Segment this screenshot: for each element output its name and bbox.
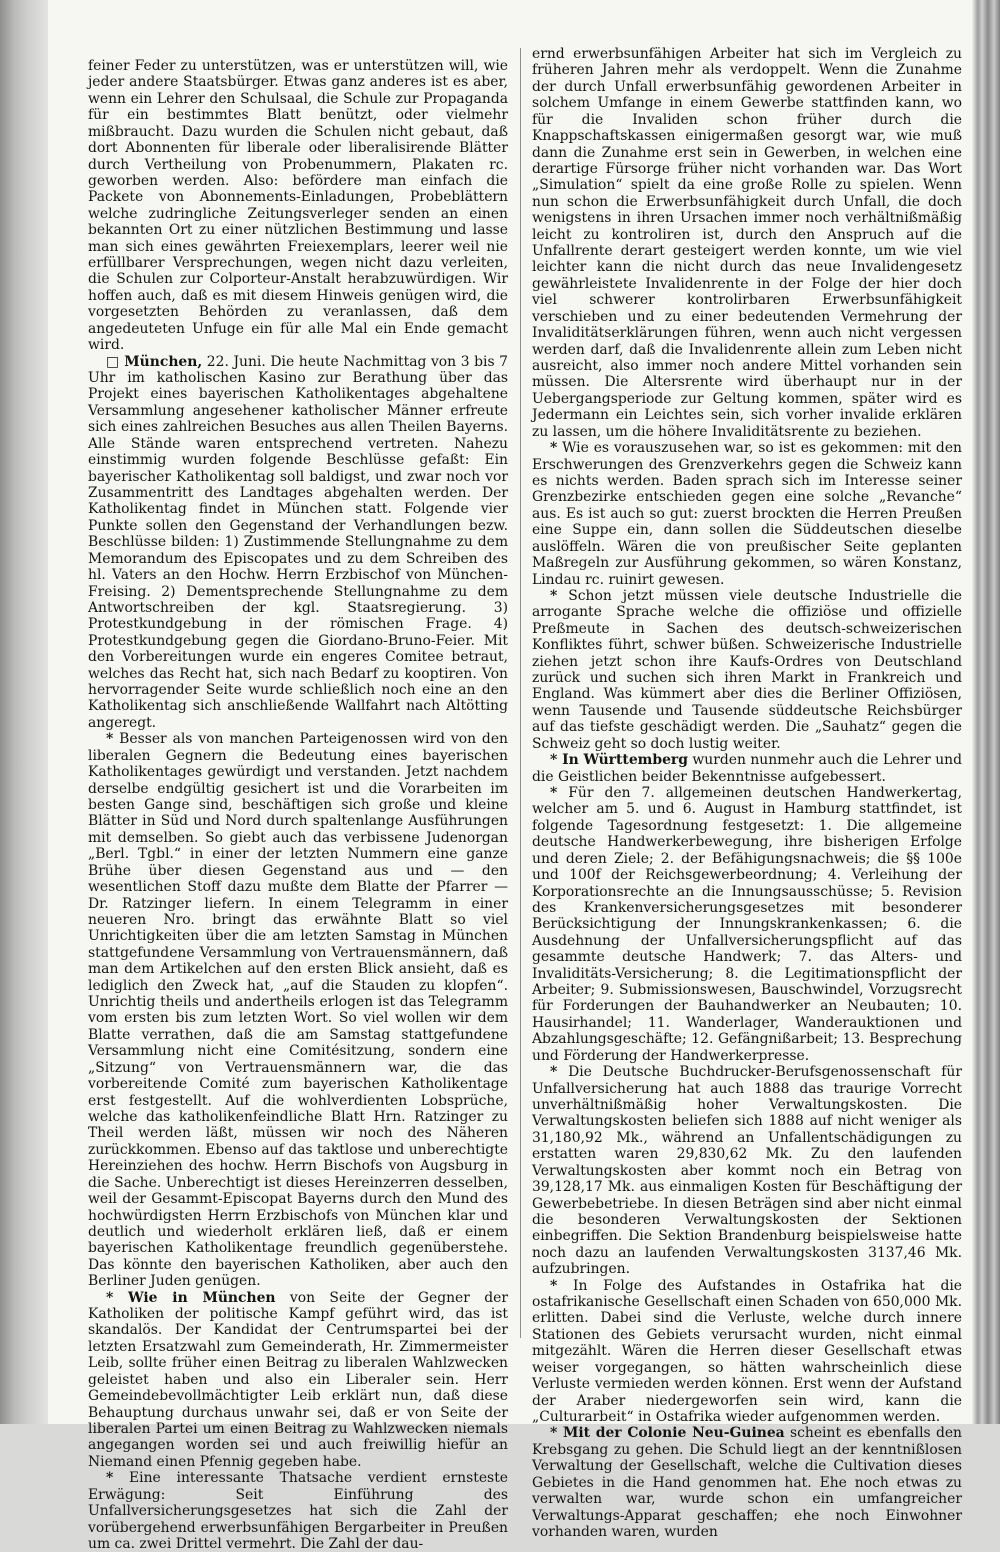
paragraph-lead: * Mit der Colonie Neu-Guinea [550,1425,785,1442]
paragraph-lead: □ München, [106,353,203,370]
paragraph-lead: * [550,587,558,604]
paragraph: * Eine interessante Thatsache verdient ernsteste Erwägung: Seit Einführung des Unfallversicherungsgesetzes hat sich die Zahl der vorübergehend erwerbsunfähigen Bergarbeiter in Preußen um ca. zwei Drittel vermehrt. Die Zahl der dau- [88,1470,508,1552]
column-divider [520,48,521,1338]
newspaper-page [48,0,972,1552]
paragraph: * Wie in München von Seite der Gegner der Katholiken der politische Kampf geführt wird, das ist skandalös. Der Kandidat der Centrumspartei bei der letzten Ersatzwahl zum Gemeinderath, Hr. Zimmermeister Leib, sollte früher einen Beitrag zu liberalen Wahlzwecken geleistet haben und also ein Liberaler sein. Herr Gemeindebevollmächtigter Leib erklärt nun, daß diese Behauptung durchaus unwahr sei, daß er von Seite der liberalen Partei um einen Beitrag zu Wahlzwecken niemals angegangen worden sei und auch freiwillig hiefür an Niemand einen Pfennig gegeben habe. [88,1289,509,1470]
paragraph: ernd erwerbsunfähigen Arbeiter hat sich im Vergleich zu früheren Jahren mehr als verdoppelt. Wenn die Zunahme der durch Unfall erwerbsunfähig gewordenen Arbeiter in solchem Umfange in einem Gewerbe stattfinden kann, wo für die Invaliden schon früher durch die Knappschaftskassen einigermaßen gesorgt war, wie muß dann die Zunahme erst sein in Gewerben, in welchen eine derartige Fürsorge früher nicht vorhanden war. Das Wort „Simulation“ spielt da eine große Rolle zu spielen. Wenn nun schon die Erwerbsunfähigkeit durch Unfall, die doch wenigstens in ihren Ursachen immer noch verhältnißmäßig leicht zu kontroliren ist, durch den Anspruch auf die Unfallrente derart gesteigert werden konnte, um wie viel leichter kann die nicht durch das neue Invalidengesetz gewährleistete Invalidenrente in der Folge der hier doch viel schwerer kontrolirbaren Erwerbsunfähigkeit verschieben und zu einer bedeutenden Vermehrung der Invaliditätserklärungen führen, wenn auch nicht vergessen werden darf, daß die Invalidenrente allein zum Leben nicht ausreicht, also immer noch andere Mittel vorhanden sein müssen. Die Altersrente wird überhaupt nur in der Uebergangsperiode zur Geltung kommen, später wird es Jedermann ein Leichtes sein, sich vorher invalide erklären zu lassen, um die höhere Invaliditätsrente zu beziehen. [532,46,962,440]
page-edge-shadow [972,0,1000,1424]
paragraph: * In Württemberg wurden nunmehr auch die Lehrer und die Geistlichen beider Bekenntnisse aufgebessert. [532,752,962,785]
paragraph: feiner Feder zu unterstützen, was er unterstützen will, wie jeder andere Staatsbürger. Etwas ganz anderes ist es aber, wenn ein Lehrer den Schulsaal, die Schule zur Propaganda für ein bestimmtes Blatt benützt, oder vielmehr mißbraucht. Dazu wurden die Schulen nicht gebaut, daß dort Abonnenten für liberale oder liberalisirende Blätter durch Vertheilung von Probenummern, Plakaten rc. geworben werden. Also: befördere man einfach die Packete von Abonnements-Einladungen, Probeblättern welche zudringliche Zeitungsverleger senden an einen bekannten Ort zu einer nützlichen Bestimmung und lasse man sich eines gewährten Freiexemplars, leerer weil nie erfüllbarer Versprechungen, wegen nicht dazu verleiten, die Schulen zur Colporteur-Anstalt herabzuwürdigen. Wir hoffen auch, daß es mit diesem Hinweis genügen wird, die vorgesetzten Behörden zu veranlassen, daß dem angedeuteten Unfuge ein für alle Mal ein Ende gemacht wird. [88,58,508,354]
paragraph-lead: * [106,1470,114,1487]
paragraph: * In Folge des Aufstandes in Ostafrika hat die ostafrikanische Gesellschaft einen Schaden von 650,000 Mk. erlitten. Dabei sind die Verluste, welche durch innere Stationen des Gebiets verursacht wurden, nicht einmal mitgezählt. Wären die Herren dieser Gesellschaft etwas weiser vorgegangen, so hätten wahrscheinlich diese Verluste vermieden werden können. Erst wenn der Aufstand der Araber niedergeworfen sein wird, kann die „Culturarbeit“ in Ostafrika wieder aufgenommen werden. [532,1277,963,1426]
paragraph: * Besser als von manchen Parteigenossen wird von den liberalen Gegnern die Bedeutung eines bayerischen Katholikentages gewürdigt und verstanden. Jetzt nachdem derselbe endgültig gesichert ist und die Vorarbeiten im besten Gange sind, beschäftigen sich große und kleine Blätter in Süd und Nord durch spaltenlange Ausführungen mit demselben. So giebt auch das verbissene Judenorgan „Berl. Tgbl.“ in einer der letzten Nummern eine ganze Brühe über diesen Gegenstand aus und — den wesentlichen Stoff dazu mußte dem Blatte der Pfarrer — Dr. Ratzinger liefern. In einem Telegramm in einer neueren Nro. bringt das erwähnte Blatt so viel Unrichtigkeiten über die am letzten Samstag in München stattgefundene Versammlung von Vertrauensmännern, daß man dem Artikelchen auf den ersten Blick ansieht, daß es lediglich den Zweck hat, „auf die Stauden zu klopfen“. Unrichtig theils und andertheils erlogen ist das Telegramm vom ersten bis zum letzten Wort. So viel wollen wir dem Blatte verrathen, daß die am Samstag stattgefundene Versammlung nicht eine Comitésitzung, sondern eine „Sitzung“ von Vertrauensmännern war, die das vorbereitende Comité zum bayerischen Katholikentage erst festgestellt. Auf die wohlverdienten Lobsprüche, welche das katholikenfeindliche Blatt Hrn. Ratzinger zu Theil werden läßt, müssen wir noch des Näheren zurückkommen. Ebenso auf das taktlose und unberechtigte Hereinziehen des hochw. Herrn Bischofs von Augsburg in die Sache. Unberechtigt ist dieses Hereinzerren desselben, weil der Gesammt-Episcopat Bayerns durch den Mund des hochwürdigsten Herrn Erzbischofs von München klar und deutlich und wiederholt erklären ließ, daß er einem bayerischen Katholikentage freundlich gegenüberstehe. Das könnte den bayerischen Katholiken, aber auch den Berliner Juden genügen. [88,731,508,1290]
right-column [532,46,962,1540]
paragraph: * Wie es vorauszusehen war, so ist es gekommen: mit den Erschwerungen des Grenzverkehrs gegen die Schweiz kann es nichts werden. Baden sprach sich im Interesse seiner Grenzbezirke entschieden gegen eine solche „Revanche“ aus. Es ist auch so gut: zuerst brockten die Herren Preußen eine Suppe ein, dann sollen die Süddeutschen dieselbe auslöffeln. Wären die von preußischer Seite geplanten Maßregeln zur Ausführung gekommen, so wären Konstanz, Lindau rc. ruinirt gewesen. [532,440,962,588]
paragraph-lead: * In Württemberg [550,752,688,769]
paragraph: * Schon jetzt müssen viele deutsche Industrielle die arrogante Sprache welche die offiziöse und offizielle Preßmeute in Sachen des deutsch-schweizerischen Konfliktes führt, schwer büßen. Schweizerische Industrielle ziehen jetzt schon ihre Kaufs-Ordres von Deutschland zurück und suchen sich ihren Markt in Frankreich und England. Was kümmert aber dies die Berliner Offiziösen, wenn Tausende und Tausende süddeutsche Reichsbürger auf das tiefste geschädigt werden. Die „Sauhatz“ gegen die Schweiz geht so doch lustig weiter. [532,587,962,752]
paragraph-lead: * [106,731,114,748]
paragraph-lead: * [550,440,558,457]
book-binding-shadow [0,0,48,1424]
paragraph-lead: * [550,784,558,801]
paragraph-lead: * [550,1277,558,1294]
paragraph-lead: * Wie in München [106,1289,276,1306]
left-column [88,58,508,1552]
paragraph: * Mit der Colonie Neu-Guinea scheint es ebenfalls den Krebsgang zu gehen. Die Schuld liegt an der kenntnißlosen Verwaltung der Gesellschaft, welche die Cultivation dieses Gebietes in die Hand genommen hat. Ehe noch etwas zu verwalten war, wurde schon ein umfangreicher Verwaltungs-Apparat geschaffen; ehe noch Einwohner vorhanden waren, wurden [532,1425,963,1540]
paragraph: * Die Deutsche Buchdrucker-Berufsgenossenschaft für Unfallversicherung hat auch 1888 das traurige Vorrecht unverhältnißmäßig hoher Verwaltungskosten. Die Verwaltungskosten beliefen sich 1888 auf nicht weniger als 31,180,92 Mk., während an Unfallentschädigungen zu erstatten waren 29,830,62 Mk. Zu den laufenden Verwaltungskosten aber kommt noch ein Betrag von 39,128,17 Mk. aus einmaligen Kosten für Beschäftigung der Gewerbebetriebe. In diesen Beträgen sind aber nicht einmal die besonderen Verwaltungskosten der Sektionen einbegriffen. Die Sektion Brandenburg beispielsweise hatte noch dazu an laufenden Verwaltungskosten 3137,46 Mk. aufzubringen. [532,1064,962,1278]
paragraph: □ München, 22. Juni. Die heute Nachmittag von 3 bis 7 Uhr im katholischen Kasino zur Berathung über das Projekt eines bayerischen Katholikentages abgehaltene Versammlung angesehener katholischer Männer erfreute sich eines zahlreichen Besuches aus allen Theilen Bayerns. Alle Stände waren entsprechend vertreten. Nahezu einstimmig wurden folgende Beschlüsse gefaßt: Ein bayerischer Katholikentag soll baldigst, und zwar noch vor Zusammentritt des Landtages abgehalten werden. Der Katholikentag findet in München statt. Folgende vier Punkte sollen den Gegenstand der Verhandlungen bezw. Beschlüsse bilden: 1) Zustimmende Stellungnahme zu dem Memorandum des Episcopates und zu dem Schreiben des hl. Vaters an den Hochw. Herrn Erzbischof von München-Freising. 2) Dementsprechende Stellungnahme zu dem Antwortschreiben der kgl. Staatsregierung. 3) Protestkundgebung in der römischen Frage. 4) Protestkundgebung gegen die Giordano-Bruno-Feier. Mit den Vorbereitungen wurde ein engeres Comitee betraut, welches das Recht hat, sich nach Bedarf zu kooptiren. Von hervorragender Seite wurde schließlich noch eine an den Katholikentag sich anschließende Wallfahrt nach Altötting angeregt. [88,353,508,731]
paragraph: * Für den 7. allgemeinen deutschen Handwerkertag, welcher am 5. und 6. August in Hamburg stattfindet, ist folgende Tagesordnung festgesetzt: 1. Die allgemeine deutsche Handwerkerbewegung, ihre bisherigen Erfolge und deren Ziele; 2. der Befähigungsnachweis; die §§ 100e und 100f der Reichsgewerbeordnung; 4. Verleihung der Korporationsrechte an die Innungsausschüsse; 5. Revision des Krankenversicherungsgesetzes mit besonderer Berücksichtigung der Innungskrankenkassen; 6. die Ausdehnung der Unfallversicherungspflicht auf das gesammte deutsche Handwerk; 7. das Alters- und Invaliditäts-Versicherung; 8. die Legitimationspflicht der Arbeiter; 9. Submissionswesen, Bauschwindel, Vorzugsrecht für Forderungen der Bauhandwerker an Neubauten; 10. Hausirhandel; 11. Wanderlager, Wanderauktionen und Abzahlungsgeschäfte; 12. Gefängnißarbeit; 13. Besprechung und Förderung der Handwerkerpresse. [532,784,962,1064]
paragraph-lead: * [550,1064,558,1081]
